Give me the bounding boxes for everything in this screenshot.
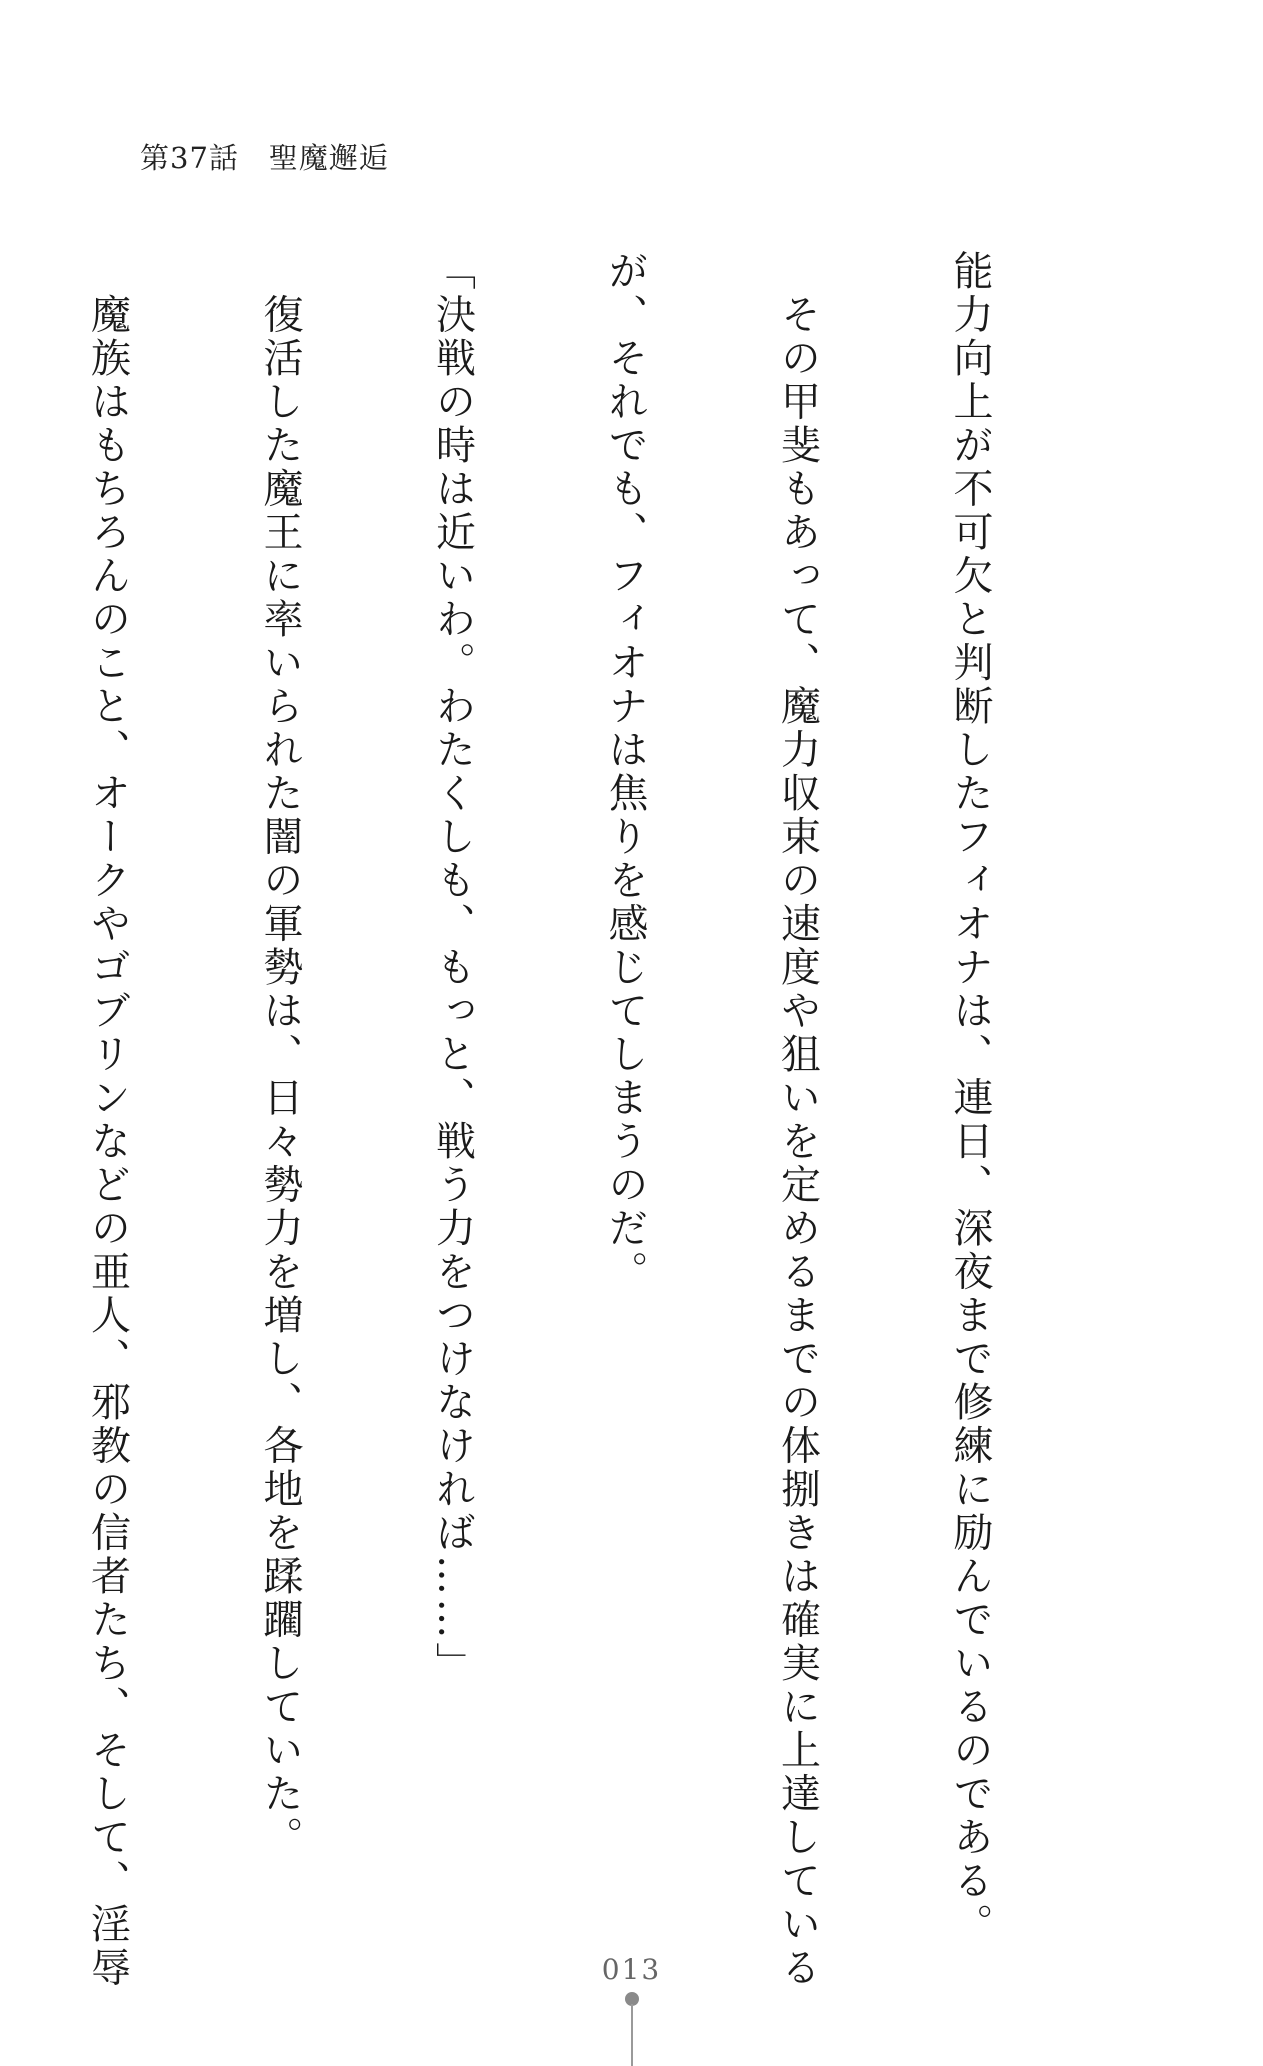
body-line: 能力向上が不可欠と判断したフィオナは、連日、深夜まで修練に励んでいるのである。 — [947, 250, 993, 1947]
chapter-title: 第37話 聖魔邂逅 — [140, 141, 389, 175]
body-line: 魔族はもちろんのこと、オークやゴブリンなどの亜人、邪教の信者たち、そして、淫辱 — [84, 250, 131, 1990]
page-number: 013 — [601, 1953, 662, 1986]
page-marker-line — [631, 2004, 633, 2066]
body-line: 「決戦の時は近いわ。わたくしも、もっと、戦う力をつけなければ……」 — [429, 250, 476, 1686]
body-line: が、それでも、フィオナは焦りを感じてしまうのだ。 — [602, 250, 648, 1294]
body-line: その甲斐もあって、魔力収束の速度や狙いを定めるまでの体捌きは確実に上達している — [774, 250, 821, 1990]
body-line: 復活した魔王に率いられた闇の軍勢は、日々勢力を増し、各地を蹂躙していた。 — [257, 250, 303, 1860]
